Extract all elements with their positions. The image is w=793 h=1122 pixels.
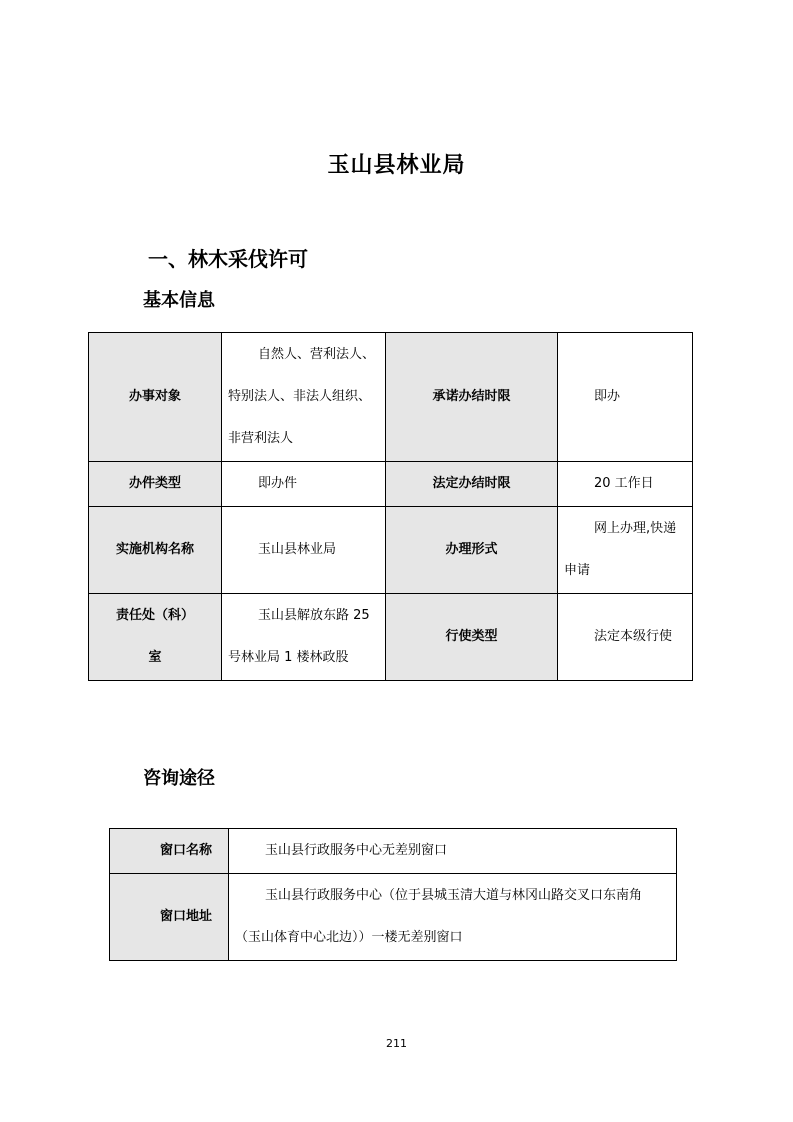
- table-row: [89, 462, 693, 507]
- cell-text-line: 自然人、营利法人、: [258, 347, 376, 362]
- table-value-cell: [222, 594, 386, 681]
- cell-text-line: 号林业局 1 楼林政股: [228, 650, 349, 665]
- table-value-cell: [222, 507, 386, 594]
- cell-text-line: （玉山体育中心北边））一楼无差别窗口: [235, 930, 463, 945]
- cell-text-line: 特别法人、非法人组织、: [228, 389, 372, 404]
- cell-text-line: 玉山县行政服务中心（位于县城玉清大道与林冈山路交叉口东南角: [265, 888, 643, 903]
- cell-text-line: 玉山县解放东路 25: [258, 608, 370, 623]
- cell-text-line: 室: [148, 650, 162, 665]
- cell-text-line: 责任处（科）: [115, 608, 194, 623]
- table-label-cell: 窗口名称: [110, 829, 229, 874]
- section-heading: 一、林木采伐许可: [148, 247, 308, 271]
- table-label-cell: 承诺办结时限: [386, 333, 558, 462]
- table-label-cell: [89, 594, 222, 681]
- table-label-cell: 办事对象: [89, 333, 222, 462]
- cell-text-line: 申请: [564, 563, 591, 578]
- table-label-cell: 法定办结时限: [386, 462, 558, 507]
- table-row: [89, 507, 693, 594]
- table-value-cell: [222, 462, 386, 507]
- consultation-heading: 咨询途径: [143, 768, 215, 789]
- table-value-cell: [222, 333, 386, 462]
- table-value-cell: [558, 333, 693, 462]
- cell-text-line: 玉山县行政服务中心无差别窗口: [265, 843, 448, 858]
- cell-text-line: 法定本级行使: [594, 629, 673, 644]
- cell-text-line: 非营利法人: [228, 431, 294, 446]
- table-row: [110, 829, 677, 874]
- page-title: 玉山县林业局: [327, 152, 466, 178]
- consultation-table: [109, 828, 677, 961]
- basic-info-table: [88, 332, 693, 681]
- table-row: [89, 594, 693, 681]
- cell-text-line: 网上办理,快递: [594, 521, 677, 536]
- table-value-cell: [558, 507, 693, 594]
- cell-text-line: 即办件: [258, 476, 298, 491]
- table-label-cell: 办理形式: [386, 507, 558, 594]
- table-label-cell: 实施机构名称: [89, 507, 222, 594]
- table-label-cell: 窗口地址: [110, 874, 229, 961]
- cell-text-line: 20 工作日: [594, 476, 654, 491]
- page-number: 211: [386, 1037, 407, 1050]
- table-row: [89, 333, 693, 462]
- basic-info-heading: 基本信息: [143, 290, 215, 311]
- cell-text-line: 即办: [594, 389, 621, 404]
- table-label-cell: 行使类型: [386, 594, 558, 681]
- table-label-cell: 办件类型: [89, 462, 222, 507]
- table-row: [110, 874, 677, 961]
- cell-text-line: 玉山县林业局: [258, 542, 337, 557]
- table-value-cell: [229, 874, 677, 961]
- table-value-cell: [558, 594, 693, 681]
- table-value-cell: [558, 462, 693, 507]
- table-value-cell: [229, 829, 677, 874]
